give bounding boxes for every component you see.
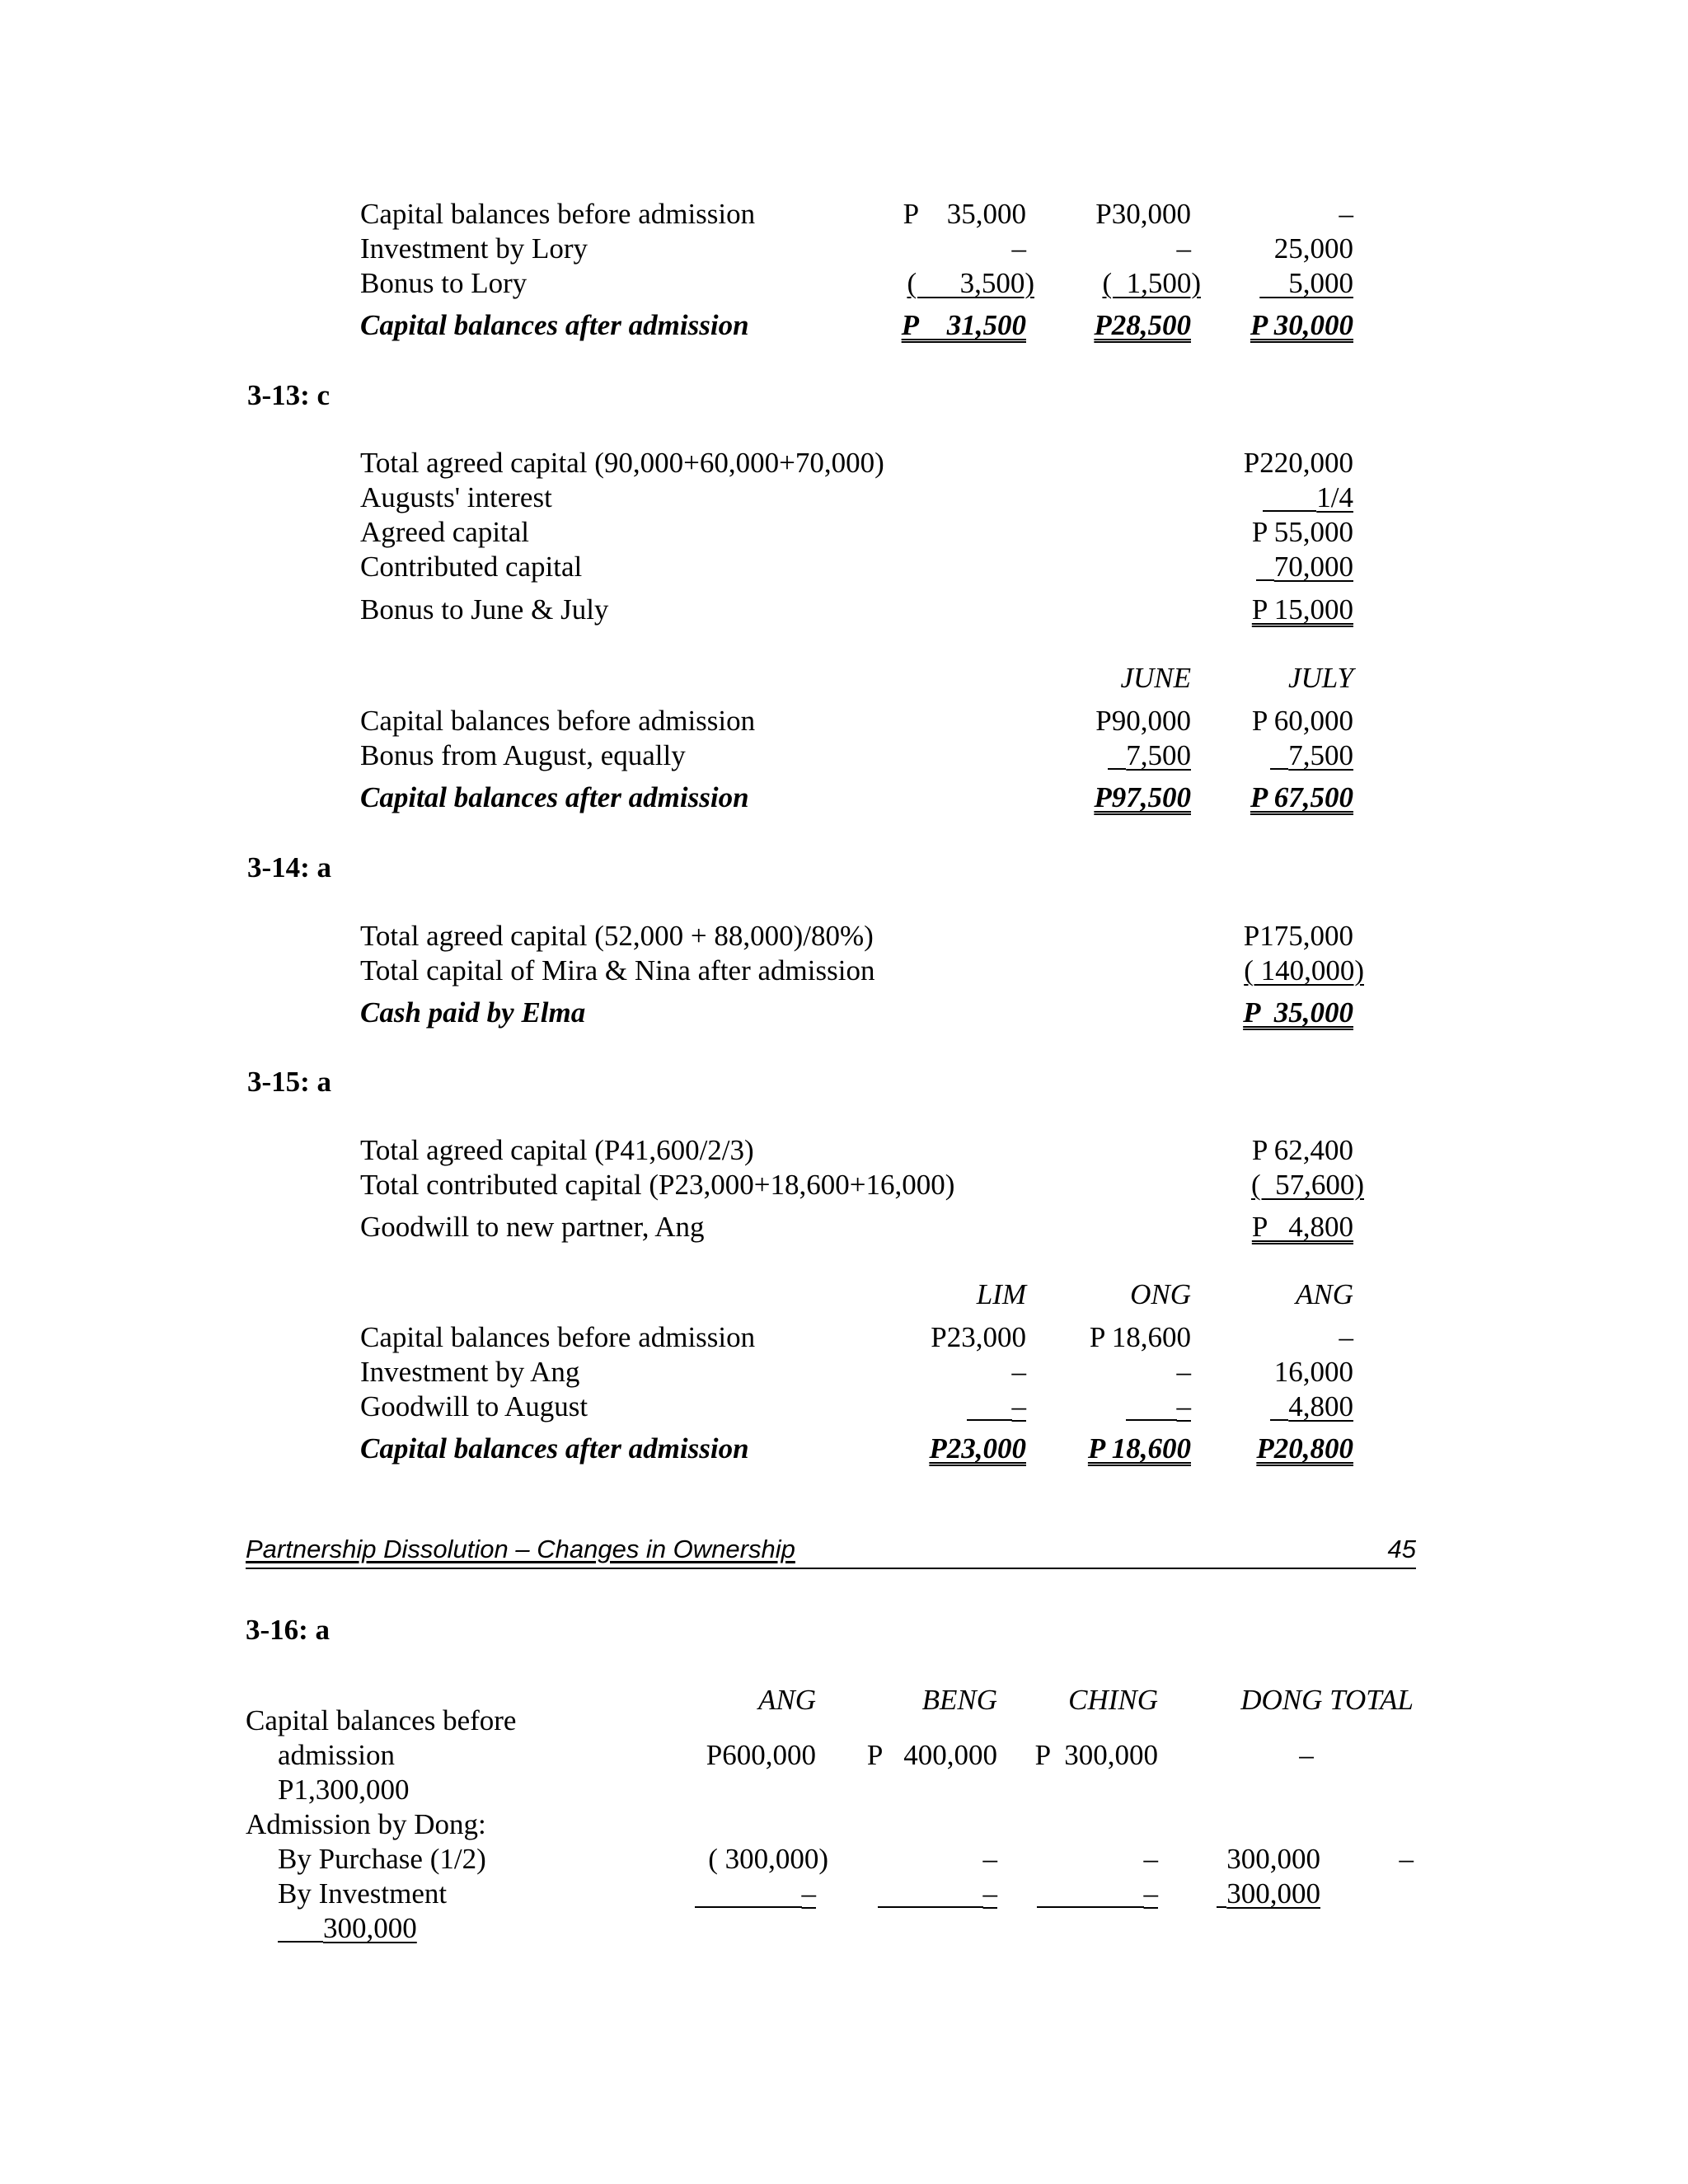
row-label: Contributed capital (360, 551, 583, 583)
column-header-june: JUNE (1120, 662, 1191, 694)
row-label: Bonus to Lory (360, 267, 528, 299)
column-header-lim: LIM (976, 1278, 1026, 1310)
total-cell: P97,500 (1094, 781, 1191, 813)
total-cell: P 15,000 (1251, 593, 1353, 626)
cell: – (1339, 198, 1353, 230)
row-label: Capital balances before admission (360, 198, 756, 230)
row-label: Bonus to June & July (360, 593, 609, 626)
section-heading-3-13: 3-13: c (247, 379, 331, 411)
column-header-beng: BENG (921, 1684, 997, 1716)
row-label: Augusts' interest (360, 481, 552, 513)
column-header-ang: ANG (758, 1684, 816, 1716)
cell: – (659, 1879, 816, 1908)
total-cell: P 30,000 (1250, 309, 1353, 341)
row-label: Agreed capital (360, 516, 530, 548)
cell: – (861, 1392, 1026, 1421)
cell: – (1026, 1392, 1191, 1421)
cell: – (1339, 1321, 1353, 1353)
row-label: Bonus from August, equally (360, 739, 686, 771)
cell: P 55,000 (1251, 516, 1353, 548)
cell: – (1011, 1356, 1026, 1388)
row-label: Total capital of Mira & Nina after admission (360, 954, 875, 987)
cell: P90,000 (1095, 705, 1191, 737)
row-label: Total agreed capital (P41,600/2/3) (360, 1134, 754, 1166)
column-header-ong: ONG (1130, 1278, 1191, 1310)
cell: P30,000 (1095, 198, 1191, 230)
row-label: Capital balances after admission (360, 1432, 749, 1465)
cell: 16,000 (1273, 1356, 1353, 1388)
cell: ( 3,500) (907, 267, 1034, 299)
total-cell: P 4,800 (1251, 1211, 1353, 1243)
cell: 5,000 (1259, 267, 1353, 299)
cell: P 35,000 (903, 198, 1026, 230)
row-label: admission (278, 1739, 395, 1771)
total-cell: P 35,000 (1243, 996, 1353, 1029)
cell: 7,500 (1191, 741, 1353, 770)
row-label: Total agreed capital (52,000 + 88,000)/80%) (360, 920, 874, 952)
row-label: Cash paid by Elma (360, 996, 586, 1029)
cell: 300,000 (1158, 1879, 1320, 1908)
cell: ( 57,600) (1250, 1169, 1364, 1201)
row-label: Total contributed capital (P23,000+18,600+16,000) (360, 1169, 955, 1201)
row-label: Admission by Dong: (246, 1808, 486, 1840)
row-label: Capital balances before admission (360, 705, 756, 737)
column-header-july: JULY (1287, 662, 1353, 694)
cell: P220,000 (1243, 447, 1353, 479)
cell: 25,000 (1273, 232, 1353, 265)
row-label: Capital balances after admission (360, 309, 749, 341)
row-label: Capital balances after admission (360, 781, 749, 813)
cell: P 60,000 (1251, 705, 1353, 737)
cell: ( 1,500) (1102, 267, 1201, 299)
cell: – (1176, 1356, 1191, 1388)
row-label: Investment by Lory (360, 232, 588, 265)
column-header-ang: ANG (1296, 1278, 1353, 1310)
cell: P600,000 (706, 1739, 816, 1771)
cell: – (982, 1843, 997, 1875)
cell: P175,000 (1243, 920, 1353, 952)
column-header-dong-total: DONG TOTAL (1240, 1684, 1414, 1716)
cell: ( 140,000) (1244, 954, 1364, 987)
cell: P23,000 (931, 1321, 1026, 1353)
row-label: Goodwill to August (360, 1390, 588, 1422)
cell: P 18,600 (1089, 1321, 1191, 1353)
row-label: Investment by Ang (360, 1356, 580, 1388)
cell: 7,500 (1026, 741, 1191, 770)
cell: – (1399, 1843, 1414, 1875)
row-label: Goodwill to new partner, Ang (360, 1211, 705, 1243)
section-heading-3-16: 3-16: a (246, 1614, 331, 1646)
cell: 300,000 (278, 1914, 417, 1943)
total-cell: P 18,600 (1087, 1432, 1191, 1465)
cell: – (997, 1879, 1158, 1908)
row-label: Capital balances before admission (360, 1321, 756, 1353)
cell: – (1176, 232, 1191, 265)
section-heading-3-14: 3-14: a (247, 851, 332, 883)
cell: 4,800 (1191, 1392, 1353, 1421)
total-cell: P 67,500 (1250, 781, 1353, 813)
cell: – (1299, 1739, 1314, 1771)
row-label: Total agreed capital (90,000+60,000+70,000) (360, 447, 884, 479)
cell: 70,000 (1191, 552, 1353, 581)
cell: – (1143, 1843, 1158, 1875)
total-cell: P28,500 (1094, 309, 1191, 341)
total-cell: P23,000 (929, 1432, 1026, 1465)
row-label: P1,300,000 (278, 1774, 410, 1806)
total-cell: P 31,500 (901, 309, 1026, 341)
page-number: 45 (1387, 1535, 1416, 1563)
row-label: Capital balances before (246, 1704, 517, 1736)
cell: – (832, 1879, 997, 1908)
cell: 300,000 (1226, 1843, 1320, 1875)
row-label: By Investment (278, 1877, 448, 1910)
row-label: By Purchase (1/2) (278, 1843, 486, 1875)
column-header-ching: CHING (1068, 1684, 1158, 1716)
cell: ( 300,000) (708, 1843, 828, 1875)
cell: P 62,400 (1251, 1134, 1353, 1166)
total-cell: P20,800 (1256, 1432, 1353, 1465)
cell: 1/4 (1191, 483, 1353, 512)
footer-chapter-title: Partnership Dissolution – Changes in Ownership (246, 1535, 795, 1563)
cell: – (1011, 232, 1026, 265)
cell: P 300,000 (1034, 1739, 1158, 1771)
cell: P 400,000 (866, 1739, 997, 1771)
section-heading-3-15: 3-15: a (247, 1066, 332, 1098)
page-footer (246, 1535, 1416, 1569)
